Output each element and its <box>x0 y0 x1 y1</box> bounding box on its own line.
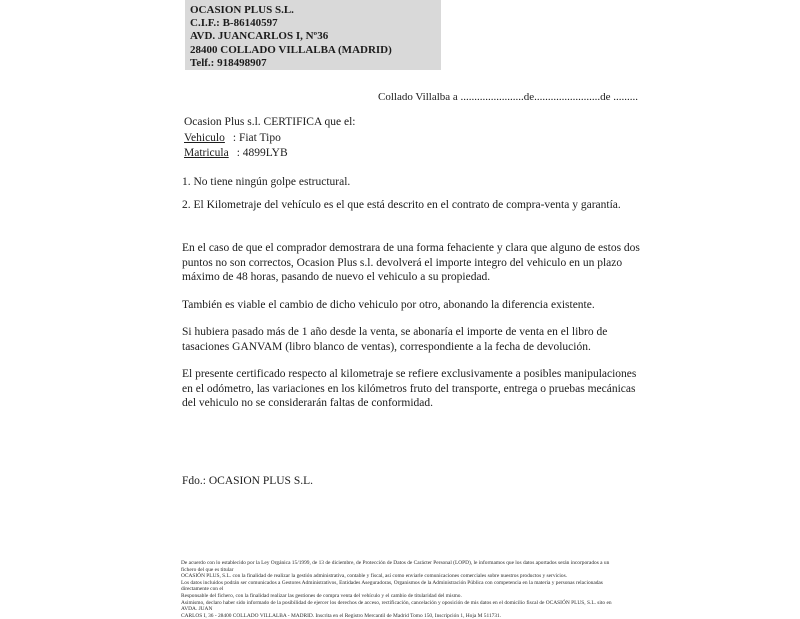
legal-line-6: CARLOS I, 36 - 28400 COLLADO VILLALBA - MADRID. Inscrita en el Registro Mercantil de Madrid Tomo 150, Inscripción 1, Hoja M 511731. <box>181 612 502 619</box>
certification-intro: Ocasion Plus s.l. CERTIFICA que el: <box>184 116 356 128</box>
plate-row <box>184 146 356 162</box>
paragraph-refund: En el caso de que el comprador demostrara de una forma fehaciente y clara que alguno de estos dos puntos no son correctos, Ocasion Plus s.l. devolverá el importe integro del vehiculo en un plazo máximo de 48 horas, pasando de nuevo el vehiculo a su propiedad. <box>182 242 640 283</box>
plate-value: : 4899LYB <box>236 147 288 159</box>
point-2: 2. El Kilometraje del vehículo es el que está descrito en el contrato de compra-venta y garantía. <box>182 199 621 211</box>
company-cif: C.I.F.: B-86140597 <box>190 17 278 30</box>
certified-points <box>182 176 647 222</box>
legal-line-3: Los datos incluidos podrán ser comunicados a Gestores Administrativos, Entidades Aseguradoras, Organismos de la Administración Pública con competencia en la materia y personas relacionadas directamente con el <box>181 579 603 593</box>
company-address: AVD. JUANCARLOS I, Nº36 <box>190 30 329 43</box>
legal-line-4: Responsable del fichero, con la finalidad realizar las gestiones de compra venta del vehículo y el cambio de titularidad del mismo. <box>181 592 462 599</box>
paragraph-odometer: El presente certificado respecto al kilometraje se refiere exclusivamente a posibles manipulaciones en el odómetro, las variaciones en los kilómetros fruto del transporte, entrega o pruebas mecánicas del vehiculo no se considerarán faltas de conformidad. <box>182 368 637 409</box>
signature-line: Fdo.: OCASION PLUS S.L. <box>182 475 313 487</box>
vehicle-row <box>184 131 356 147</box>
paragraph-ganvam: Si hubiera pasado más de 1 año desde la venta, se abonaría el importe de venta en el libro de tasaciones GANVAM (libro blanco de ventas), correspondiente a la fecha de devolución. <box>182 326 608 353</box>
vehicle-value: : Fiat Tipo <box>232 131 281 144</box>
terms-paragraphs <box>182 241 646 424</box>
paragraph-exchange: También es viable el cambio de dicho vehiculo por otro, abonando la diferencia existente. <box>182 298 595 311</box>
company-city: 28400 COLLADO VILLALBA (MADRID) <box>190 43 392 56</box>
vehicle-label: Vehiculo <box>184 131 225 144</box>
company-header-block <box>185 0 441 70</box>
date-line: Collado Villalba a .......................de........................de ......... <box>378 91 639 103</box>
point-1: 1. No tiene ningún golpe estructural. <box>182 176 351 188</box>
legal-line-2: OCASIÓN PLUS, S.L. con la finalidad de realizar la gestión administrativa, contable y fiscal, así como enviarle comunicaciones comerciales sobre nuestros productos y servicios. <box>181 573 568 580</box>
legal-line-5: Asimismo, declaro haber sido informado de la posibilidad de ejercer los derechos de acceso, rectificación, cancelación y oposición de mis datos en el domicilio fiscal de OCASIÓN PLUS, S.L. sito en AVDA. JUAN <box>181 599 612 613</box>
legal-footer <box>181 560 621 619</box>
company-phone: Telf.: 918498907 <box>190 56 267 69</box>
plate-label: Matricula <box>184 147 229 159</box>
legal-line-1: De acuerdo con lo establecido por la Ley Orgánica 15/1999, de 13 de diciembre, de Protección de Datos de Carácter Personal (LOPD), le informamos que los datos aportados serán incorporados a un fichero del que es titular <box>181 560 610 573</box>
certification-block <box>184 115 356 162</box>
company-name: OCASION PLUS S.L. <box>190 4 294 16</box>
